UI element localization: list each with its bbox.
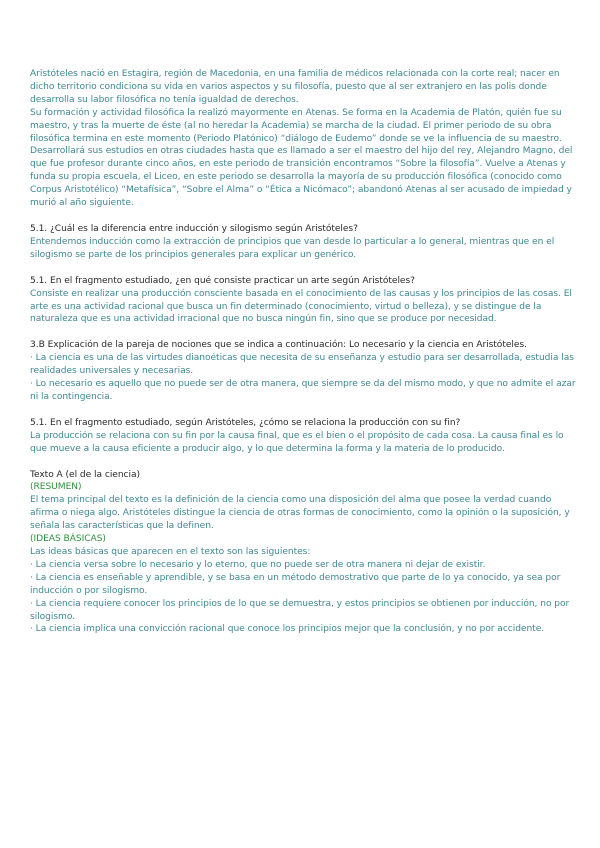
idea-item: · La ciencia requiere conocer los principios de lo que se demuestra, y estos principios se obtienen por inducción, no por silogismo. [30,598,570,622]
question-heading: 3.B Explicación de la pareja de nociones que se indica a continuación: Lo necesario y la ciencia en Aristóteles. [30,340,527,351]
question-heading: 5.1. En el fragmento estudiado, según Aristóteles, ¿cómo se relaciona la producción con su fin? [30,417,461,428]
idea-item: · La ciencia versa sobre lo necesario y lo eterno, que no puede ser de otra manera ni dejar de existir. [30,559,486,570]
question-necesario-ciencia [30,339,582,404]
texto-a-section [30,469,582,637]
ideas-label: (IDEAS BÁSICAS) [30,534,106,545]
ideas-intro: Las ideas básicas que aparecen en el texto son las siguientes: [30,547,311,557]
question-answer: Entendemos inducción como la extracción de principios que van desde lo particular a lo general, mientras que en el silogismo se parte de los principios generales para explicar un genérico. [30,236,555,260]
resumen-label: (RESUMEN) [30,482,82,493]
bullet-point: · Lo necesario es aquello que no puede ser de otra manera, que siempre se da del mismo modo, y que no admite el azar ni la contingencia. [30,379,576,402]
idea-item: · La ciencia es enseñable y aprendible, y se basa en un método demostrativo que parte de lo ya conocido, ya sea por inducción o por silogismo. [30,572,561,596]
resumen-text: El tema principal del texto es la definición de la ciencia como una disposición del alma que posee la verdad cuando afirma o niega algo. Aristóteles distingue la ciencia de otras formas de conocimiento, como la opinión o la suposición, y señala las características que la definen. [30,495,570,532]
question-heading: 5.1. ¿Cuál es la diferencia entre inducción y silogismo según Aristóteles? [30,223,358,234]
document-content [30,68,582,636]
idea-item: · La ciencia implica una convicción racional que conoce los principios mejor que la conclusión, y no por accidente. [30,624,545,635]
question-heading: 5.1. En el fragmento estudiado, ¿en qué consiste practicar un arte según Aristóteles? [30,275,415,286]
intro-paragraph: Aristóteles nació en Estagira, región de Macedonia, en una familia de médicos relacionada con la corte real; nacer en dicho territorio condiciona su vida en varios aspectos y su filosofía, puesto que al ser extranjero en las polis donde desarrolla su labor filosófica no tenía igualdad de derechos. [30,69,560,105]
question-arte [30,275,582,327]
question-induccion-silogismo [30,223,582,262]
section-title: Texto A (el de la ciencia) [30,469,140,480]
question-produccion-fin [30,417,582,456]
intro-paragraph: Desarrollará sus estudios en otras ciudades hasta que es llamado a ser el maestro del hijo del rey, Alejandro Magno, del que fue profesor durante cinco años, en este periodo de transición encontramos “Sobre la filosofía”. Vuelve a Atenas y funda su propia escuela, el Liceo, en este periodo se desarrolla la mayoría de su producción filosófica (conocido como Corpus Aristotélico) “Metafísica”, “Sobre el Alma” o “Ética a Nicómaco”; abandonó Atenas al ser acusado de impiedad y murió al año siguiente. [30,146,573,209]
question-answer: Consiste en realizar una producción consciente basada en el conocimiento de las causas y los principios de las cosas. El arte es una actividad racional que busca un fin determinado (conocimiento, virtud o belleza), y se distingue de la naturaleza que es una actividad irracional que no busca ningún fin, sino que se produce por necesidad. [30,288,572,325]
question-answer: La producción se relaciona con su fin por la causa final, que es el bien o el propósito de cada cosa. La causa final es lo que mueve a la causa eficiente a producir algo, y lo que determina la forma y la materia de lo producido. [30,430,564,454]
intro-section [30,68,582,210]
bullet-point: · La ciencia es una de las virtudes dianoéticas que necesita de su enseñanza y estudio para ser desarrollada, estudia las realidades universales y necesarias. [30,353,574,377]
intro-paragraph: Su formación y actividad filosófica la realizó mayormente en Atenas. Se forma en la Academia de Platón, quién fue su maestro, y tras la muerte de éste (al no heredar la Academia) se marcha de la ciudad. El primer periodo de su obra filosófica termina en este momento (Periodo Platónico) “diálogo de Eudemo” donde se ve la influencia de su maestro. [30,107,562,144]
